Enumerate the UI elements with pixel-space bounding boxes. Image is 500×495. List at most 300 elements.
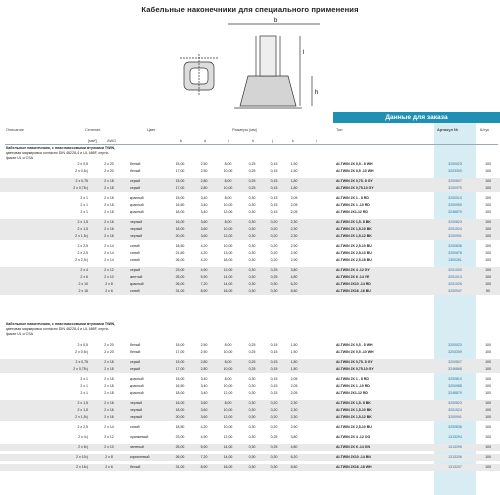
table-row bbox=[0, 161, 500, 168]
article-number-link[interactable]: 3200991 bbox=[448, 234, 462, 238]
section-mm2-cell: 2 x 0,75¹) bbox=[73, 367, 88, 371]
article-number-link[interactable]: 3203300 bbox=[448, 169, 462, 173]
quantity-cell: 100 bbox=[485, 162, 491, 166]
dimension-cell: 17,00 bbox=[175, 350, 185, 354]
article-number-link[interactable]: 3201524 bbox=[448, 227, 462, 231]
awg-cell: 2 x 16 bbox=[104, 415, 114, 419]
awg-cell: 2 x 18 bbox=[104, 384, 114, 388]
article-number-link[interactable]: 3200823 bbox=[448, 220, 462, 224]
article-number-link[interactable]: 3248879 bbox=[448, 391, 462, 395]
dimension-cell: 0,30 bbox=[248, 196, 256, 200]
table-row bbox=[0, 407, 500, 414]
table-row bbox=[0, 464, 500, 471]
dimension-cell: 0,30 bbox=[270, 465, 278, 469]
header-d: d bbox=[204, 138, 207, 143]
dimension-cell: 4,80 bbox=[290, 275, 298, 279]
header-k: k bbox=[292, 138, 294, 143]
color-cell: красный bbox=[130, 384, 144, 388]
table-row bbox=[0, 274, 500, 281]
quantity-cell: 100 bbox=[485, 244, 491, 248]
dimension-cell: 15,00 bbox=[175, 377, 185, 381]
dimension-cell: 0,15 bbox=[270, 384, 278, 388]
dimension-cell: 2,05 bbox=[290, 210, 298, 214]
article-number-link[interactable]: 3201000 bbox=[448, 268, 462, 272]
dimension-cell: 0,15 bbox=[270, 179, 278, 183]
dimension-cell: 0,30 bbox=[248, 445, 256, 449]
type-cell: AI-TWIN 2X 0,75- 8 GY bbox=[336, 179, 373, 183]
color-cell: красный bbox=[130, 203, 144, 207]
dimension-cell: 0,20 bbox=[270, 425, 278, 429]
article-number-link[interactable]: 3201013 bbox=[448, 275, 462, 279]
color-cell: красный bbox=[130, 282, 144, 286]
section-mm2-cell: 2 x 1 bbox=[80, 210, 88, 214]
section-mm2-cell: 2 x 4¹) bbox=[78, 435, 88, 439]
section-mm2-cell: 2 x 1,5 bbox=[77, 220, 88, 224]
article-number-link[interactable]: 3200823 bbox=[448, 401, 462, 405]
dimension-cell: 0,30 bbox=[248, 289, 256, 293]
dimension-cell: 8,90 bbox=[200, 465, 208, 469]
dimension-cell: 12,00 bbox=[223, 415, 233, 419]
dimension-cell: 0,30 bbox=[248, 408, 256, 412]
quantity-cell: 100 bbox=[485, 227, 491, 231]
dimension-cell: 0,15 bbox=[270, 169, 278, 173]
article-number-link[interactable]: 3200678 bbox=[448, 251, 462, 255]
awg-cell: 2 x 6 bbox=[105, 289, 113, 293]
dimension-cell: 2,90 bbox=[290, 425, 298, 429]
type-cell: AI-TWIN 2X 0,75-10 GY bbox=[336, 186, 374, 190]
color-cell: белый bbox=[130, 465, 141, 469]
table-row bbox=[0, 434, 500, 441]
table-row bbox=[0, 390, 500, 397]
table-row bbox=[0, 257, 500, 264]
awg-cell: 2 x 18 bbox=[104, 367, 114, 371]
dimension-cell: 1,80 bbox=[290, 367, 298, 371]
quantity-cell: 100 bbox=[485, 268, 491, 272]
color-cell: белый bbox=[130, 162, 141, 166]
color-cell: синий bbox=[130, 289, 140, 293]
dimension-cell: 5,90 bbox=[200, 275, 208, 279]
dimension-cell: 18,00 bbox=[175, 408, 185, 412]
article-number-link[interactable]: 3246868 bbox=[448, 367, 462, 371]
section-mm2-cell: 2 x 2,5 bbox=[77, 425, 88, 429]
section-mm2-cell: 2 x 2,5¹) bbox=[75, 258, 88, 262]
dimension-cell: 3,60 bbox=[200, 415, 208, 419]
article-number-link[interactable]: 3200836 bbox=[448, 425, 462, 429]
table-row bbox=[0, 288, 500, 295]
dimension-cell: 15,00 bbox=[175, 162, 185, 166]
color-cell: черный bbox=[130, 408, 143, 412]
article-number-link[interactable]: 3200975 bbox=[448, 186, 462, 190]
dimension-cell: 0,25 bbox=[270, 435, 278, 439]
type-cell: AI-TWIN 2X 0,5 - 8 WH bbox=[336, 343, 373, 347]
dimension-cell: 4,80 bbox=[290, 445, 298, 449]
section-mm2-cell: 2 x 4 bbox=[80, 268, 88, 272]
dimension-cell: 0,30 bbox=[248, 244, 256, 248]
dimension-cell: 3,40 bbox=[200, 377, 208, 381]
article-number-link[interactable]: 3200836 bbox=[448, 244, 462, 248]
dimension-cell: 0,15 bbox=[270, 203, 278, 207]
dimension-cell: 3,60 bbox=[200, 234, 208, 238]
type-cell: AI-TWIN 2X 1,5-10 BK bbox=[336, 227, 372, 231]
type-cell: AI-TWIN 2X 6 -14 YE bbox=[336, 275, 370, 279]
dimension-cell: 0,25 bbox=[248, 169, 256, 173]
quantity-cell: 100 bbox=[485, 210, 491, 214]
dimension-cell: 1,50 bbox=[290, 162, 298, 166]
article-number-link[interactable]: 3200988 bbox=[448, 384, 462, 388]
quantity-cell: 100 bbox=[485, 258, 491, 262]
table-row bbox=[0, 226, 500, 233]
dimension-cell: 23,00 bbox=[175, 268, 185, 272]
awg-cell: 2 x 16 bbox=[104, 234, 114, 238]
dimension-cell: 0,30 bbox=[270, 282, 278, 286]
section-mm2-cell: 2 x 1 bbox=[80, 384, 88, 388]
type-cell: AI-TWIN 2X 1,5- 8 BK bbox=[336, 220, 371, 224]
dimension-cell: 3,60 bbox=[200, 220, 208, 224]
dimension-cell: 15,00 bbox=[175, 196, 185, 200]
color-cell: черный bbox=[130, 220, 143, 224]
article-number-link[interactable]: 3200023 bbox=[448, 343, 462, 347]
section-mm2-cell: 2 x 6 bbox=[80, 275, 88, 279]
dimension-cell: 6,20 bbox=[290, 282, 298, 286]
quantity-cell: 100 bbox=[485, 455, 491, 459]
dimension-cell: 26,00 bbox=[175, 282, 185, 286]
dim-b-label: b bbox=[274, 18, 278, 24]
color-cell: красный bbox=[130, 196, 144, 200]
color-cell: черный bbox=[130, 234, 143, 238]
article-number-link[interactable]: 3200010 bbox=[448, 196, 462, 200]
dimension-cell: 18,50 bbox=[175, 244, 185, 248]
section-mm2-cell: 2 x 2,5 bbox=[77, 244, 88, 248]
type-cell: AI-TWIN 2X10 -14 BN bbox=[336, 455, 371, 459]
awg-cell: 2 x 18 bbox=[104, 391, 114, 395]
dimension-cell: 16,00 bbox=[175, 220, 185, 224]
dimension-cell: 0,30 bbox=[248, 210, 256, 214]
type-cell: AI-TWIN 2X 1,5-12 BK bbox=[336, 234, 372, 238]
article-number-link[interactable]: 3200959 bbox=[448, 203, 462, 207]
type-cell: AI-TWIN 2X 4 -12 GY bbox=[336, 268, 370, 272]
dimension-cell: 10,00 bbox=[223, 425, 233, 429]
dimension-cell: 14,00 bbox=[223, 455, 233, 459]
dimension-cell: 1,50 bbox=[290, 343, 298, 347]
section-2-line-1: Кабельные наконечники, с пластмассовыми втулками TWIN, bbox=[6, 322, 116, 326]
dimension-cell: 2,80 bbox=[200, 367, 208, 371]
header-description: Описание bbox=[6, 127, 24, 132]
dimension-cell: 0,30 bbox=[248, 425, 256, 429]
dimension-cell: 0,30 bbox=[270, 289, 278, 293]
section-mm2-cell: 2 x 16 bbox=[78, 289, 88, 293]
awg-cell: 2 x 16 bbox=[104, 227, 114, 231]
dimension-cell: 1,80 bbox=[290, 186, 298, 190]
type-cell: AI-TWIN 2X 2,5-10 BU bbox=[336, 425, 372, 429]
awg-cell: 2 x 14 bbox=[104, 251, 114, 255]
header-j: j bbox=[272, 138, 273, 143]
table-row bbox=[0, 281, 500, 288]
table-row bbox=[0, 219, 500, 226]
dimension-cell: 4,20 bbox=[200, 244, 208, 248]
dimension-cell: 0,30 bbox=[248, 251, 256, 255]
awg-cell: 2 x 16 bbox=[104, 401, 114, 405]
article-number-link[interactable]: 3200947 bbox=[448, 289, 462, 293]
section-mm2-cell: 2 x 1,5 bbox=[77, 401, 88, 405]
article-number-link[interactable]: 1313207 bbox=[448, 465, 462, 469]
header-divider bbox=[5, 144, 498, 145]
dimension-cell: 25,00 bbox=[175, 445, 185, 449]
dimension-cell: 18,00 bbox=[175, 391, 185, 395]
dimension-cell: 14,00 bbox=[223, 282, 233, 286]
quantity-cell: 100 bbox=[485, 377, 491, 381]
dimension-cell: 3,60 bbox=[200, 408, 208, 412]
dimension-cell: 0,15 bbox=[270, 196, 278, 200]
section-mm2-cell: 2 x 6¹) bbox=[78, 445, 88, 449]
dim-h-label: h bbox=[315, 90, 319, 96]
awg-cell: 2 x 18 bbox=[104, 210, 114, 214]
quantity-cell: 100 bbox=[485, 234, 491, 238]
quantity-cell: 50 bbox=[486, 289, 490, 293]
article-number-link[interactable]: 3200807 bbox=[448, 179, 462, 183]
dimension-cell: 3,40 bbox=[200, 210, 208, 214]
section-mm2-cell: 2 x 1 bbox=[80, 377, 88, 381]
dimension-cell: 0,25 bbox=[248, 186, 256, 190]
dimension-cell: 2,30 bbox=[290, 401, 298, 405]
quantity-cell: 100 bbox=[485, 391, 491, 395]
dimension-cell: 3,60 bbox=[200, 401, 208, 405]
quantity-cell: 100 bbox=[485, 408, 491, 412]
article-number-link[interactable]: 3203309 bbox=[448, 350, 462, 354]
dimension-cell: 12,00 bbox=[223, 268, 233, 272]
dimension-cell: 2,05 bbox=[290, 203, 298, 207]
dimension-cell: 10,00 bbox=[223, 367, 233, 371]
dimension-cell: 0,20 bbox=[270, 408, 278, 412]
dimension-cell: 10,00 bbox=[223, 186, 233, 190]
dimension-cell: 4,20 bbox=[200, 258, 208, 262]
awg-cell: 2 x 8 bbox=[105, 455, 113, 459]
section-mm2-cell: 2 x 1 bbox=[80, 196, 88, 200]
quantity-cell: 100 bbox=[485, 203, 491, 207]
dimension-cell: 1,50 bbox=[290, 169, 298, 173]
dimension-cell: 26,00 bbox=[175, 455, 185, 459]
table-row bbox=[0, 250, 500, 257]
dimension-cell: 31,00 bbox=[175, 289, 185, 293]
section-mm2-cell: 2 x 10 bbox=[78, 282, 88, 286]
dimension-cell: 0,15 bbox=[270, 367, 278, 371]
color-cell: белый bbox=[130, 350, 141, 354]
dimension-cell: 0,25 bbox=[270, 275, 278, 279]
section-mm2-cell: 2 x 0,75 bbox=[75, 360, 88, 364]
dimension-cell: 8,00 bbox=[224, 343, 232, 347]
color-cell: желтый bbox=[130, 275, 143, 279]
quantity-cell: 100 bbox=[485, 220, 491, 224]
dimension-cell: 16,50 bbox=[175, 384, 185, 388]
dimension-cell: 10,00 bbox=[223, 384, 233, 388]
dimension-cell: 17,00 bbox=[175, 169, 185, 173]
dimension-cell: 10,00 bbox=[223, 244, 233, 248]
quantity-cell: 100 bbox=[485, 186, 491, 190]
article-number-link[interactable]: 1313294 bbox=[448, 435, 462, 439]
dimension-cell: 10,00 bbox=[223, 203, 233, 207]
type-cell: AI-TWIN 2X 0,5 -10 WH bbox=[336, 169, 374, 173]
dimension-cell: 8,00 bbox=[224, 220, 232, 224]
header-h: h bbox=[252, 138, 255, 143]
article-number-link[interactable]: 3200810 bbox=[448, 377, 462, 381]
article-number-link[interactable]: 3248879 bbox=[448, 210, 462, 214]
dimension-cell: 3,40 bbox=[200, 196, 208, 200]
dimension-cell: 14,00 bbox=[223, 445, 233, 449]
dimension-cell: 0,25 bbox=[248, 367, 256, 371]
type-cell: AI-TWIN 2X 0,75- 8 GY bbox=[336, 360, 373, 364]
dimension-cell: 10,00 bbox=[223, 227, 233, 231]
dimension-cell: 0,15 bbox=[270, 210, 278, 214]
table-row bbox=[0, 414, 500, 421]
table-row bbox=[0, 168, 500, 175]
header-awg: AWG bbox=[107, 138, 117, 143]
type-cell: AI-TWIN 2X 0,75-10 GY bbox=[336, 367, 374, 371]
dimension-cell: 4,20 bbox=[200, 251, 208, 255]
table-row bbox=[0, 267, 500, 274]
awg-cell: 2 x 18 bbox=[104, 203, 114, 207]
dimension-cell: 8,00 bbox=[224, 401, 232, 405]
table-row bbox=[0, 178, 500, 185]
awg-cell: 2 x 20 bbox=[104, 169, 114, 173]
dimension-cell: 10,00 bbox=[223, 408, 233, 412]
dimension-cell: 0,30 bbox=[248, 203, 256, 207]
quantity-cell: 100 bbox=[485, 275, 491, 279]
dimension-cell: 0,20 bbox=[270, 244, 278, 248]
dimension-cell: 16,00 bbox=[223, 289, 233, 293]
dimension-cell: 18,00 bbox=[175, 210, 185, 214]
dimension-cell: 0,30 bbox=[248, 384, 256, 388]
awg-cell: 2 x 6 bbox=[105, 465, 113, 469]
section-mm2-cell: 2 x 0,5¹) bbox=[75, 350, 88, 354]
dimension-cell: 2,90 bbox=[290, 258, 298, 262]
awg-cell: 2 x 18 bbox=[104, 179, 114, 183]
color-cell: коричневый bbox=[130, 455, 150, 459]
header-l: l bbox=[228, 138, 229, 143]
dimension-cell: 10,00 bbox=[223, 350, 233, 354]
dimension-cell: 0,30 bbox=[248, 227, 256, 231]
color-cell: белый bbox=[130, 343, 141, 347]
table-row bbox=[0, 342, 500, 349]
dimension-cell: 0,30 bbox=[248, 268, 256, 272]
dimension-cell: 2,50 bbox=[200, 169, 208, 173]
color-cell: серый bbox=[130, 186, 141, 190]
article-number-link[interactable]: 1313206 bbox=[448, 455, 462, 459]
article-number-link[interactable]: 3201524 bbox=[448, 408, 462, 412]
article-number-link[interactable]: 3200807 bbox=[448, 360, 462, 364]
dimension-cell: 2,30 bbox=[290, 234, 298, 238]
section-mm2-cell: 2 x 2,5 bbox=[77, 251, 88, 255]
header-mm2: [мм²] bbox=[88, 138, 97, 143]
table-row bbox=[0, 383, 500, 390]
type-cell: AI-TWIN 2X 1 - 8 RD bbox=[336, 196, 369, 200]
dimension-cell: 0,15 bbox=[270, 162, 278, 166]
type-cell: AI-TWIN 2X1-12 RD bbox=[336, 391, 368, 395]
section-1-description bbox=[6, 146, 326, 161]
section-2-description bbox=[6, 322, 326, 337]
color-cell: синий bbox=[130, 425, 140, 429]
dimension-cell: 8,00 bbox=[224, 360, 232, 364]
quantity-cell: 100 bbox=[485, 169, 491, 173]
type-cell: AI-TWIN 2X 1 -10 RD bbox=[336, 203, 370, 207]
quantity-cell: 100 bbox=[485, 401, 491, 405]
dimension-cell: 8,00 bbox=[224, 179, 232, 183]
dimension-cell: 0,30 bbox=[248, 220, 256, 224]
header-qty: Штук bbox=[480, 127, 490, 132]
awg-cell: 2 x 18 bbox=[104, 377, 114, 381]
dimension-cell: 2,30 bbox=[290, 220, 298, 224]
awg-cell: 2 x 8 bbox=[105, 282, 113, 286]
dimension-cell: 0,25 bbox=[270, 268, 278, 272]
quantity-cell: 100 bbox=[485, 251, 491, 255]
dimension-cell: 6,20 bbox=[290, 455, 298, 459]
dimension-cell: 3,60 bbox=[200, 227, 208, 231]
header-type: Тип bbox=[336, 127, 343, 132]
color-cell: черный bbox=[130, 415, 143, 419]
section-1-line-1: Кабельные наконечники, с пластмассовыми втулками TWIN, bbox=[6, 146, 116, 150]
dimension-cell: 15,00 bbox=[175, 360, 185, 364]
type-cell: AI-TWIN 2X16 -16 BU bbox=[336, 289, 371, 293]
section-2-line-3: фикат UL и CSA bbox=[6, 332, 34, 336]
color-cell: серый bbox=[130, 367, 141, 371]
quantity-cell: 100 bbox=[485, 415, 491, 419]
awg-cell: 2 x 14 bbox=[104, 425, 114, 429]
dimension-cell: 8,50 bbox=[290, 465, 298, 469]
section-1-line-2: цветовая маркировка согласно DIN 46228-4 и UL 486F, серти- bbox=[6, 151, 109, 155]
section-mm2-cell: 2 x 0,5 bbox=[77, 343, 88, 347]
table-row bbox=[0, 185, 500, 192]
awg-cell: 2 x 12 bbox=[104, 435, 114, 439]
section-mm2-cell: 2 x 10¹) bbox=[76, 455, 88, 459]
dimension-cell: 18,00 bbox=[223, 258, 233, 262]
page-title: Кабельные наконечники для специального применения bbox=[141, 5, 359, 14]
quantity-cell: 100 bbox=[485, 435, 491, 439]
order-data-header: Данные для заказа bbox=[333, 112, 500, 123]
dimension-cell: 2,90 bbox=[290, 251, 298, 255]
dimension-cell: 2,50 bbox=[200, 343, 208, 347]
article-number-link[interactable]: 3200991 bbox=[448, 415, 462, 419]
dimension-cell: 2,80 bbox=[200, 360, 208, 364]
color-cell: черный bbox=[130, 401, 143, 405]
dimension-cell: 2,05 bbox=[290, 384, 298, 388]
dimension-cell: 0,15 bbox=[270, 186, 278, 190]
dimension-cell: 15,00 bbox=[175, 179, 185, 183]
color-cell: серый bbox=[130, 179, 141, 183]
dim-l-label: l bbox=[303, 50, 305, 56]
type-cell: AI-TWIN 2X16 -16 WH bbox=[336, 465, 372, 469]
section-mm2-cell: 2 x 1,5 bbox=[77, 408, 88, 412]
color-cell: серый bbox=[130, 360, 141, 364]
dimension-cell: 5,90 bbox=[200, 445, 208, 449]
quantity-cell: 100 bbox=[485, 384, 491, 388]
color-cell: синий bbox=[130, 251, 140, 255]
dimension-cell: 8,50 bbox=[290, 289, 298, 293]
header-b: b bbox=[180, 138, 183, 143]
article-number-link[interactable]: 3201026 bbox=[448, 282, 462, 286]
article-number-link[interactable]: 1300261 bbox=[448, 258, 462, 262]
article-number-link[interactable]: 1313295 bbox=[448, 445, 462, 449]
article-number-link[interactable]: 3200023 bbox=[448, 162, 462, 166]
type-cell: AI-TWIN 2X 0,5 -10 WH bbox=[336, 350, 374, 354]
dimension-cell: 0,25 bbox=[270, 445, 278, 449]
type-cell: AI-TWIN 2X 6 -14 GN bbox=[336, 445, 371, 449]
awg-cell: 2 x 18 bbox=[104, 360, 114, 364]
table-row bbox=[0, 400, 500, 407]
dimension-cell: 0,30 bbox=[248, 401, 256, 405]
section-1-line-3: фикат UL и CSA bbox=[6, 156, 34, 160]
dimension-cell: 16,00 bbox=[223, 465, 233, 469]
header-l2: l bbox=[316, 138, 317, 143]
dimension-cell: 0,20 bbox=[270, 415, 278, 419]
header-sizes: Размеры [мм] bbox=[232, 127, 257, 132]
